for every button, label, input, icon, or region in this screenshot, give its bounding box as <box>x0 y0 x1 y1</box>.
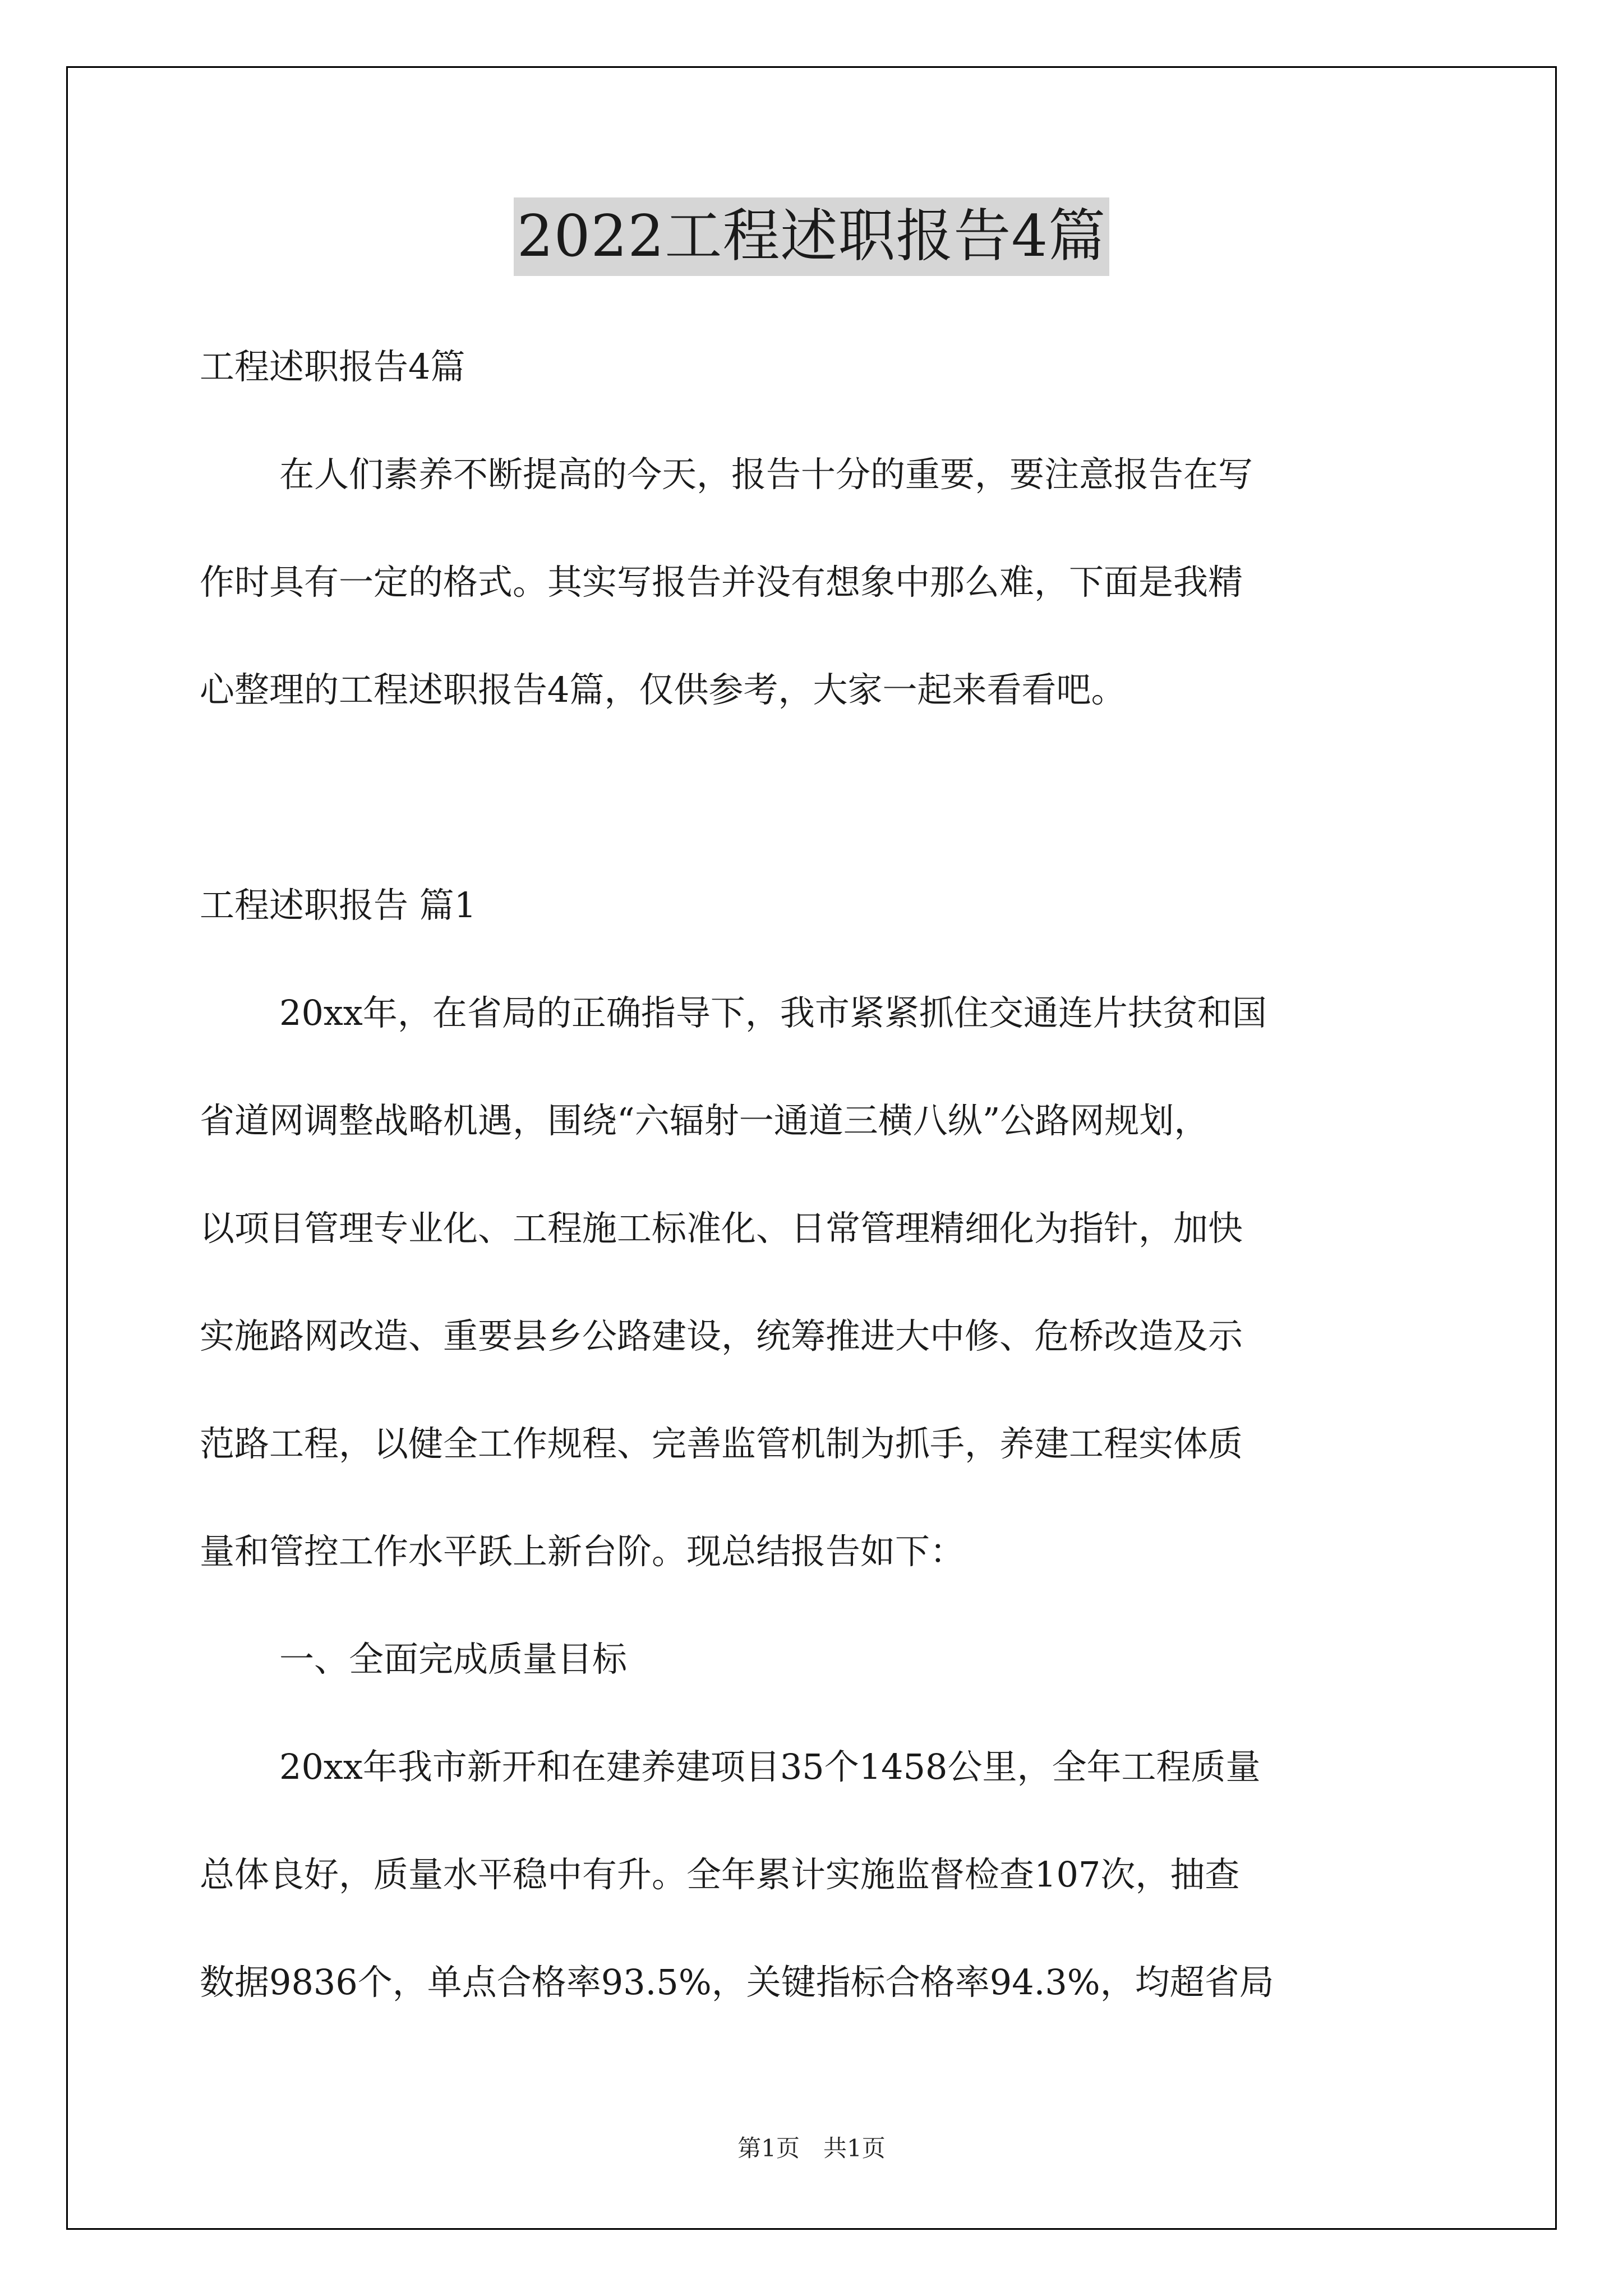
title-container <box>0 197 1623 276</box>
blank-line <box>200 744 1433 852</box>
body-line: 范路工程，以健全工作规程、完善监管机制为抓手，养建工程实体质 <box>200 1423 1243 1464</box>
document-body <box>200 313 1433 2036</box>
body-line: 在人们素养不断提高的今天，报告十分的重要，要注意报告在写 <box>279 454 1253 495</box>
body-line: 作时具有一定的格式。其实写报告并没有想象中那么难，下面是我精 <box>200 562 1243 602</box>
body-line: 总体良好，质量水平稳中有升。全年累计实施监督检查107次，抽查 <box>200 1854 1240 1895</box>
section-heading: 工程述职报告 篇1 <box>200 885 477 926</box>
body-line: 实施路网改造、重要县乡公路建设，统筹推进大中修、危桥改造及示 <box>200 1315 1243 1356</box>
body-line: 20xx年我市新开和在建养建项目35个1458公里，全年工程质量 <box>279 1746 1261 1787</box>
document-title: 2022工程述职报告4篇 <box>514 197 1109 276</box>
body-line: 20xx年，在省局的正确指导下，我市紧紧抓住交通连片扶贫和国 <box>279 992 1267 1033</box>
body-line: 数据9836个，单点合格率93.5%，关键指标合格率94.3%，均超省局 <box>200 1962 1274 2003</box>
page-footer: 第1页 共1页 <box>737 2134 886 2162</box>
subsection-heading: 一、全面完成质量目标 <box>279 1639 628 1680</box>
body-line: 省道网调整战略机遇，围绕“六辐射一通道三横八纵”公路网规划， <box>200 1100 1209 1141</box>
body-line: 工程述职报告4篇 <box>200 346 465 387</box>
body-line: 以项目管理专业化、工程施工标准化、日常管理精细化为指针，加快 <box>200 1208 1243 1249</box>
body-line: 量和管控工作水平跃上新台阶。现总结报告如下： <box>200 1531 965 1572</box>
body-line: 心整理的工程述职报告4篇，仅供参考，大家一起来看看吧。 <box>200 669 1126 710</box>
